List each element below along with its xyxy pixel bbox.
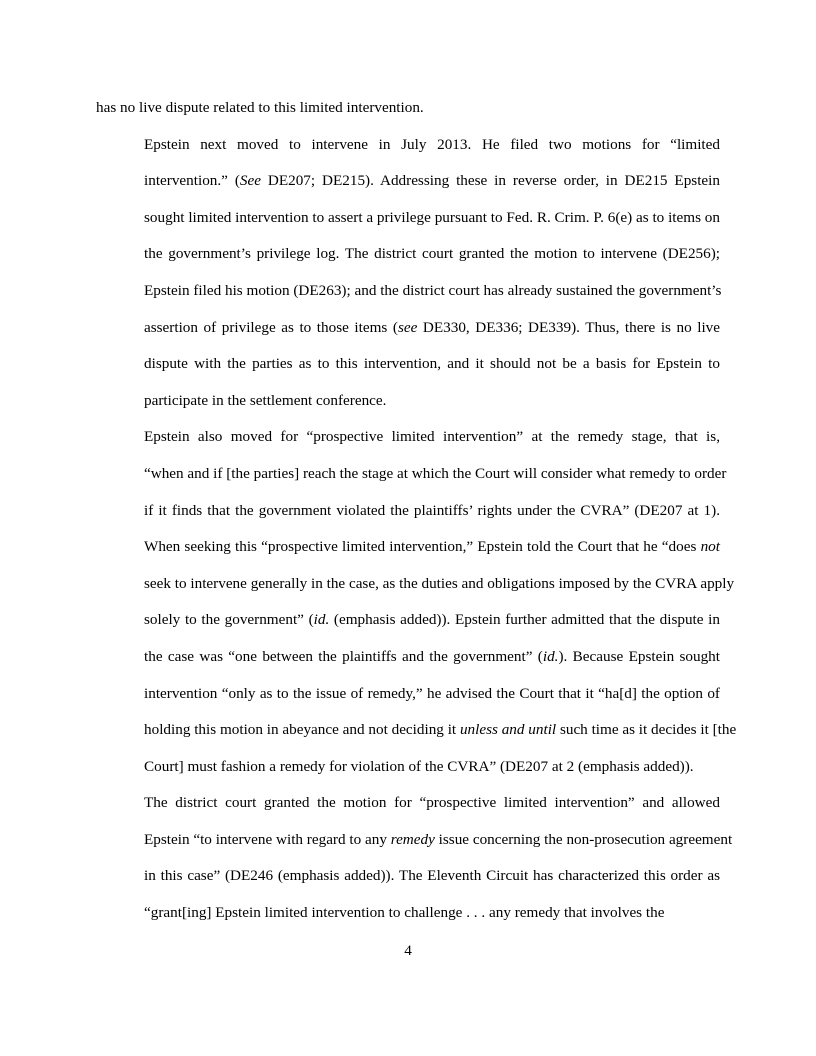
text-line xyxy=(96,236,720,273)
text-line xyxy=(96,456,727,493)
text-line xyxy=(96,822,733,859)
text-run: solely to the government” ( xyxy=(144,611,314,629)
paragraph xyxy=(96,90,720,127)
text-run: sought limited intervention to assert a privilege pursuant to Fed. R. Crim. P. 6(e) as to items on xyxy=(144,208,720,226)
text-line xyxy=(96,602,720,639)
text-line xyxy=(96,712,737,749)
text-run: seek to intervene generally in the case, as the duties and obligations imposed by the CVRA apply xyxy=(144,574,735,592)
text-line xyxy=(96,566,735,603)
text-line xyxy=(96,493,720,530)
text-run: ). Because Epstein sought xyxy=(558,647,720,665)
italic-text: id. xyxy=(542,647,559,665)
page-number: 4 xyxy=(404,942,412,959)
text-run: in this case” (DE246 (emphasis added)). The Eleventh Circuit has characterized this order as xyxy=(144,867,720,885)
italic-text: id. xyxy=(313,611,330,629)
text-run: DE330, DE336; DE339). Thus, there is no live xyxy=(417,318,721,336)
text-run: When seeking this “prospective limited intervention,” Epstein told the Court that he “does xyxy=(144,538,701,556)
text-line xyxy=(96,310,720,347)
text-run: “grant[ing] Epstein limited intervention to challenge . . . any remedy that involves the xyxy=(144,904,665,922)
text-line xyxy=(96,200,720,237)
text-run: issue concerning the non-prosecution agreement xyxy=(434,830,733,848)
text-run: participate in the settlement conference. xyxy=(144,391,387,409)
text-run: the government’s privilege log. The district court granted the motion to intervene (DE256); xyxy=(144,245,720,263)
text-line xyxy=(96,346,720,383)
text-line xyxy=(96,127,720,164)
text-run: Epstein next moved to intervene in July 2013. He filed two motions for “limited xyxy=(144,135,720,153)
text-line xyxy=(96,163,720,200)
text-run: The district court granted the motion for “prospective limited intervention” and allowed xyxy=(144,794,720,812)
text-run: the case was “one between the plaintiffs and the government” ( xyxy=(144,647,543,665)
text-line xyxy=(96,785,720,822)
paragraph xyxy=(96,127,720,420)
text-run: intervention.” ( xyxy=(144,172,240,190)
text-line xyxy=(96,273,720,310)
text-run: Epstein filed his motion (DE263); and the district court has already sustained the government’s xyxy=(144,281,722,299)
document-body xyxy=(96,90,737,932)
text-line xyxy=(96,749,720,786)
italic-text: unless and until xyxy=(459,721,557,739)
text-line xyxy=(96,895,720,932)
text-run: has no live dispute related to this limited intervention. xyxy=(96,99,424,116)
text-run: dispute with the parties as to this intervention, and it should not be a basis for Epstein to xyxy=(144,355,720,373)
text-line xyxy=(96,639,720,676)
text-line xyxy=(96,858,720,895)
italic-text: remedy xyxy=(390,830,435,848)
text-run: DE207; DE215). Addressing these in reverse order, in DE215 Epstein xyxy=(260,172,720,190)
text-run: such time as it decides it [the xyxy=(556,721,737,739)
text-run: (emphasis added)). Epstein further admitted that the dispute in xyxy=(329,611,720,629)
paragraph xyxy=(96,785,733,931)
text-run: intervention “only as to the issue of remedy,” he advised the Court that it “ha[d] the option of xyxy=(144,684,720,702)
text-run: assertion of privilege as to those items ( xyxy=(144,318,398,336)
paragraph xyxy=(96,419,737,785)
text-run: Court] must fashion a remedy for violation of the CVRA” (DE207 at 2 (emphasis added)). xyxy=(144,757,694,775)
text-line xyxy=(96,419,720,456)
italic-text: see xyxy=(397,318,418,336)
text-run: Epstein “to intervene with regard to any xyxy=(144,830,391,848)
text-run: “when and if [the parties] reach the stage at which the Court will consider what remedy to order xyxy=(144,464,727,482)
italic-text: not xyxy=(700,538,720,556)
text-line xyxy=(96,383,720,420)
text-line xyxy=(96,90,720,127)
text-run: Epstein also moved for “prospective limited intervention” at the remedy stage, that is, xyxy=(144,428,720,446)
text-line xyxy=(96,529,720,566)
text-run: holding this motion in abeyance and not deciding it xyxy=(144,721,460,739)
text-run: if it finds that the government violated the plaintiffs’ rights under the CVRA” (DE207 at 1). xyxy=(144,501,720,519)
text-line xyxy=(96,676,720,713)
italic-text: See xyxy=(239,172,261,190)
